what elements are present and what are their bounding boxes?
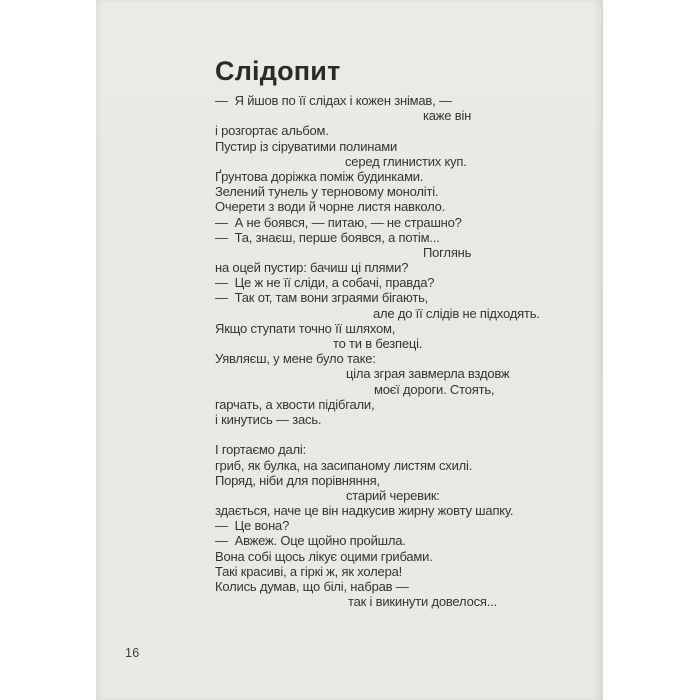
poem-line: — Так от, там вони зграями бігають, [215, 290, 429, 306]
poem-line: Зелений тунель у терновому моноліті. [215, 184, 439, 200]
poem-line: Колись думав, що білі, набрав — [215, 579, 409, 594]
poem-line: Ґрунтова доріжка поміж будинками. [215, 168, 424, 184]
poem-line: — Це ж не її сліди, а собачі, правда? [215, 275, 435, 291]
poem-line: Очерети з води й чорне листя навколо. [215, 199, 446, 215]
poem-line: моєї дороги. Стоять, [374, 381, 495, 397]
poem-line: Пустир із сіруватими полинами [215, 138, 398, 154]
poem-line: і розгортає альбом. [215, 123, 329, 139]
page-number: 16 [125, 646, 140, 660]
poem-line: — Та, знаєш, перше боявся, а потім... [215, 229, 440, 245]
poem-line: але до її слідів не підходять. [373, 305, 540, 321]
poem-line: здається, наче це він надкусив жирну жовту шапку. [215, 503, 514, 519]
poem-line: ціла зграя завмерла вздовж [346, 366, 510, 382]
poem-line: старий черевик: [346, 487, 440, 503]
poem-line: то ти в безпеці. [333, 336, 423, 351]
poem-line: І гортаємо далі: [215, 442, 307, 458]
book-page [96, 0, 603, 700]
poem-line: — А не боявся, — питаю, — не страшно? [215, 214, 462, 230]
poem-line: так і викинути довелося... [348, 594, 497, 610]
poem-line: Поглянь [423, 244, 472, 260]
poem-line: гарчать, а хвости підібгали, [215, 396, 375, 412]
poem-line: серед глинистих куп. [345, 153, 467, 169]
poem-line: — Авжеж. Оце щойно пройшла. [215, 533, 406, 549]
poem-line: на оцей пустир: бачиш ці плями? [215, 260, 409, 276]
poem-line [215, 427, 585, 442]
poem-line: Вона собі щось лікує оцими грибами. [215, 548, 433, 564]
poem-line: Такі красиві, а гіркі ж, як холера! [215, 563, 403, 579]
poem-line: — Це вона? [215, 518, 290, 534]
poem-line: каже він [423, 108, 472, 124]
poem-line: Якщо ступати точно її шляхом, [215, 320, 396, 336]
poem-body [215, 93, 585, 609]
poem-line: Поряд, ніби для порівняння, [215, 472, 380, 488]
poem-line: Уявляєш, у мене було таке: [215, 351, 376, 367]
poem-line: і кинутись — зась. [215, 411, 322, 427]
poem-line: гриб, як булка, на засипаному листям схилі. [215, 457, 473, 473]
poem-title: Слідопит [215, 56, 341, 86]
poem-line: — Я йшов по її слідах і кожен знімав, — [215, 93, 452, 108]
